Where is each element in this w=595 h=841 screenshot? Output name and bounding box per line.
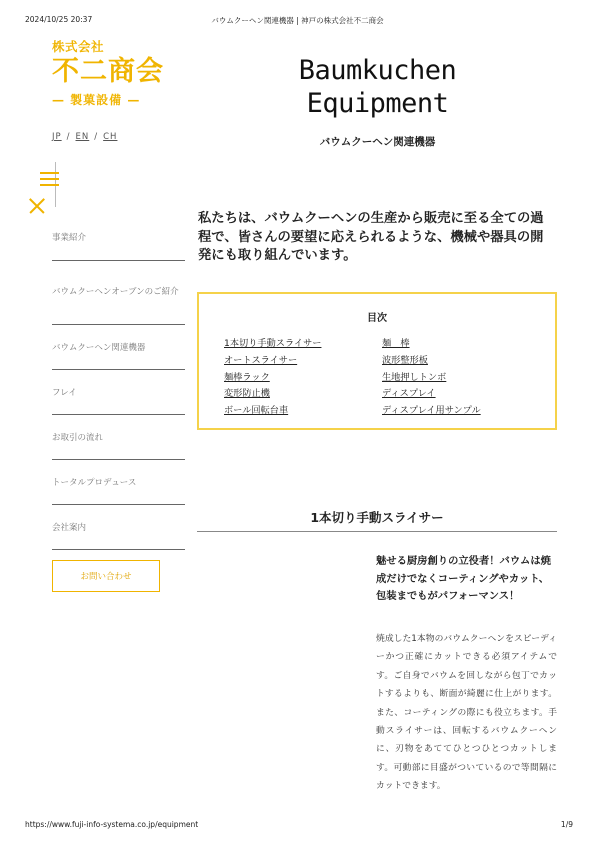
- toc-link[interactable]: ディスプレイ用サンプル: [382, 405, 481, 417]
- lang-separator: /: [66, 132, 71, 142]
- page-title-en-line1: Baumkuchen: [298, 55, 457, 86]
- table-of-contents: [197, 292, 557, 430]
- page-title-ja: バウムクーヘン関連機器: [319, 136, 436, 148]
- print-page-number: 1/9: [560, 820, 573, 829]
- close-icon[interactable]: [29, 198, 45, 214]
- lang-link-ch[interactable]: CH: [103, 132, 118, 142]
- page-heading: [245, 54, 510, 149]
- nav-item-produce[interactable]: トータルプロデュース: [52, 460, 185, 505]
- intro-text: 私たちは、バウムクーヘンの生産から販売に至る全ての過程で、皆さんの要望に応えられるような、機械や器具の開発にも取り組んでいます。: [198, 211, 544, 263]
- hamburger-menu-icon[interactable]: [40, 172, 59, 186]
- language-switcher: [52, 132, 117, 142]
- nav-item-frey[interactable]: フレイ: [52, 370, 185, 415]
- nav-item-equipment[interactable]: バウムクーヘン関連機器: [52, 325, 185, 370]
- company-logo[interactable]: [52, 40, 187, 107]
- nav-item-business[interactable]: 事業紹介: [52, 214, 185, 261]
- section-divider: [197, 531, 557, 532]
- section-body-text: 焼成した1本物のバウムクーヘンをスピーディーかつ正確にカットできる必須アイテムです。ご自身でバウムを回しながら包丁でカットするよりも、断面が綺麗に仕上がります。また、コーティングの際にも役立ちます。手動スライサーは、回転するバウムクーヘンに、刃物をあててひとつひとつカットします。可動部に目盛がついているので等間隔にカットできます。: [376, 634, 557, 792]
- logo-main-text: 不二商会: [52, 56, 164, 87]
- logo-sub-text: 株式会社: [52, 39, 105, 54]
- print-page-title: バウムクーヘン関連機器 | 神戸の株式会社不二商会: [211, 16, 384, 25]
- toc-link[interactable]: 変形防止機: [224, 388, 270, 400]
- toc-link[interactable]: 麺 棒: [382, 338, 410, 349]
- sidebar-nav: [52, 214, 185, 550]
- lang-separator: /: [94, 132, 99, 142]
- logo-tagline: — 製菓設備 —: [52, 93, 141, 107]
- toc-link[interactable]: オートスライサー: [224, 354, 298, 366]
- section-feature-text: 魅せる厨房創りの立役者！バウムは焼成だけでなくコーティングやカット、包装までもがパフォーマンス！: [376, 555, 551, 602]
- toc-link[interactable]: 麺棒ラック: [224, 371, 270, 383]
- lang-link-jp[interactable]: JP: [52, 132, 62, 142]
- toc-column-left: [224, 336, 321, 420]
- toc-link[interactable]: 1本切り手動スライサー: [224, 338, 322, 349]
- nav-item-company[interactable]: 会社案内: [52, 505, 185, 550]
- contact-button[interactable]: お問い合わせ: [52, 560, 160, 592]
- lang-link-en[interactable]: EN: [75, 132, 90, 142]
- print-url: https://www.fuji-info-systema.co.jp/equipment: [25, 820, 199, 829]
- section-title: 1本切り手動スライサー: [310, 510, 444, 525]
- toc-column-right: [382, 336, 481, 420]
- nav-item-oven[interactable]: バウムクーヘンオーブンのご紹介: [52, 261, 185, 325]
- toc-link[interactable]: 波形整形板: [382, 354, 428, 366]
- toc-title: 目次: [367, 313, 387, 324]
- nav-item-flow[interactable]: お取引の流れ: [52, 415, 185, 460]
- toc-link[interactable]: 生地押しトンボ: [382, 371, 447, 383]
- toc-link[interactable]: ディスプレイ: [382, 388, 436, 400]
- toc-link[interactable]: ボール回転台車: [224, 405, 289, 417]
- print-timestamp: 2024/10/25 20:37: [25, 15, 93, 24]
- page-title-en-line2: Equipment: [306, 88, 449, 119]
